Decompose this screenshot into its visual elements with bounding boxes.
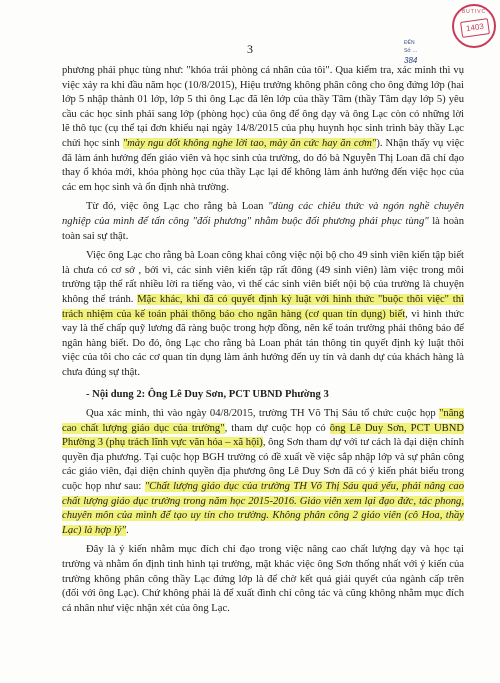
paragraph-5: [62, 543, 464, 616]
registry-mark: [404, 40, 450, 67]
paragraph-1-text-a: phương phải phục tùng như: "khóa trái phòng cá nhân của tôi". Qua kiểm tra, xác minh thì vụ việc xảy ra khi đầu năm học (10/8/2015), Hiệu trưởng không phân công cho ông đứng lớp (hai lớp 5 nhập thành 01 lớp, lớp 5 thì ông Lạc đã lên lớp của thầy Tâm (thầy Tâm dạy lớp 5) yêu cầu các học sinh phải sang lớp (phòng học) của ông để ông dạy và ông Lạc còn có những lời lẽ thô tục (cụ thể tại đơn khiếu nại ngày 14/8/2015 của phụ huynh học sinh trình bày thầy Lạc chửi học sinh: [62, 65, 464, 149]
paragraph-2-text-b: là hoàn toàn sai sự thật.: [62, 215, 464, 242]
paragraph-4-text-d: .: [125, 524, 129, 536]
paragraph-5-text: Đây là ý kiến nhằm mục đích chỉ đạo trong việc nâng cao chất lượng dạy và học tại trường và nhằm ổn định tình hình tại trường, mặt khác việc ông Sơn thống nhất với ý kiến của trường không phân công thầy Lạc đứng lớp là để chờ kết quả giải quyết của ngành cấp trên (đối với ông Lạc). Chứ không phải là để xuất đình chỉ công tác và cũng không nhằm mục đích cá nhân như việc nhận xét của ông Lạc.: [62, 544, 464, 614]
paragraph-4-highlight-b: ông Lê Duy Sơn, PCT UBND Phường 3 (phụ trách lĩnh vực văn hóa – xã hội): [62, 422, 464, 449]
document-body: [62, 64, 464, 616]
paragraph-4-text-a: Qua xác minh, thì vào ngày 04/8/2015, trường TH Võ Thị Sáu tổ chức cuộc họp: [86, 408, 440, 420]
stamp-ring-text: BUTIVC: [461, 9, 487, 15]
paragraph-1-highlight: "mày ngu dốt không nghe lời tao, mày ăn cức hay ăn cơm": [122, 137, 377, 149]
registry-line-2: Số: ...: [404, 48, 418, 54]
paragraph-4-highlight-a: "nâng cao chất lượng giáo dục của trường": [62, 408, 464, 434]
page-number: 3: [247, 42, 253, 56]
paragraph-3-text-b: , vì hình thức vay là thế chấp quỹ lương đã ràng buộc trong hợp đồng, nên kế toán trường phải thông báo để ngân hàng biết. Do đó, ông Lạc cho rằng bà Loan phát tán thông tin quyết định kỷ luật thôi việc của tôi cho các cơ quan tín dụng làm ảnh hưởng đến uy tín và danh dự của khách hàng là chưa đúng sự thật.: [62, 308, 464, 378]
paragraph-4-text-c: , ông Sơn tham dự với tư cách là đại diện chính quyền địa phương. Tại cuộc họp BGH trường có đề xuất về việc sắp nhập lớp và sự phân công các giáo viên, đại diện chính quyền địa phương ông Lê Duy Sơn đã có ý kiến phát biểu trong cuộc họp như sau:: [62, 437, 464, 493]
paragraph-3-text-a: Việc ông Lạc cho rằng bà Loan công khai công việc nội bộ cho 49 sinh viên kiến tập biết là chưa có cơ sở , bởi vì, các sinh viên kiến tập rất đông (49 sinh viên) làm việc trong môi trường tập thể rất nhiều lời ra tiếng vào, vì thế các sinh viên biết nội bộ của trường là chuyện không thể tránh.: [62, 250, 464, 305]
paragraph-4: [62, 407, 464, 538]
paragraph-2-text-a: Từ đó, việc ông Lạc cho rằng bà Loan: [86, 201, 269, 213]
paragraph-3-highlight: Mặc khác, khi đã có quyết định kỷ luật với hình thức "buộc thôi việc" thì trách nhiệm của kế toán phải thông báo cho ngân hàng (cơ quan tín dụng) biết: [62, 293, 464, 320]
paragraph-4-quote: "Chất lượng giáo dục của trường TH Võ Thị Sáu quá yếu, phải nâng cao chất lượng giáo dục trường trong năm học 2015-2016. Giáo viên xem lại đạo đức, tác phong, chuyên môn của mình để tạo uy tín cho trường. Không phân công 2 giáo viên (cô Hoa, thầy Lạc) là hợp lý": [62, 481, 464, 536]
section-2-heading: - Nội dung 2: Ông Lê Duy Sơn, PCT UBND Phường 3: [86, 389, 329, 401]
paragraph-1: [62, 64, 464, 195]
registry-number: 384: [404, 56, 418, 65]
paragraph-2-quote: "dùng các chiêu thức và ngón nghề chuyên nghiệp của mình để tấn công "đối phương" nhằm buộc đối phương phải phục tùng": [62, 201, 464, 227]
paragraph-1-text-b: ). Nhận thấy vụ việc đã làm ảnh hưởng đến giáo viên và học sinh của trường, do đó bà Nguyễn Thị Loan đã chỉ đạo thay ổ khóa mới, khóa phòng học của thầy Lạc lại để không làm ảnh hưởng đến việc học của các em học sinh và ổn định nhà trường.: [62, 137, 464, 193]
paragraph-4-text-b: , tham dự cuộc họp có: [224, 422, 330, 434]
received-stamp: [452, 4, 496, 48]
stamp-number: 1403: [460, 18, 490, 38]
registry-line-1: ĐẾN: [404, 40, 415, 46]
paragraph-2: [62, 200, 464, 244]
paragraph-3: [62, 249, 464, 380]
